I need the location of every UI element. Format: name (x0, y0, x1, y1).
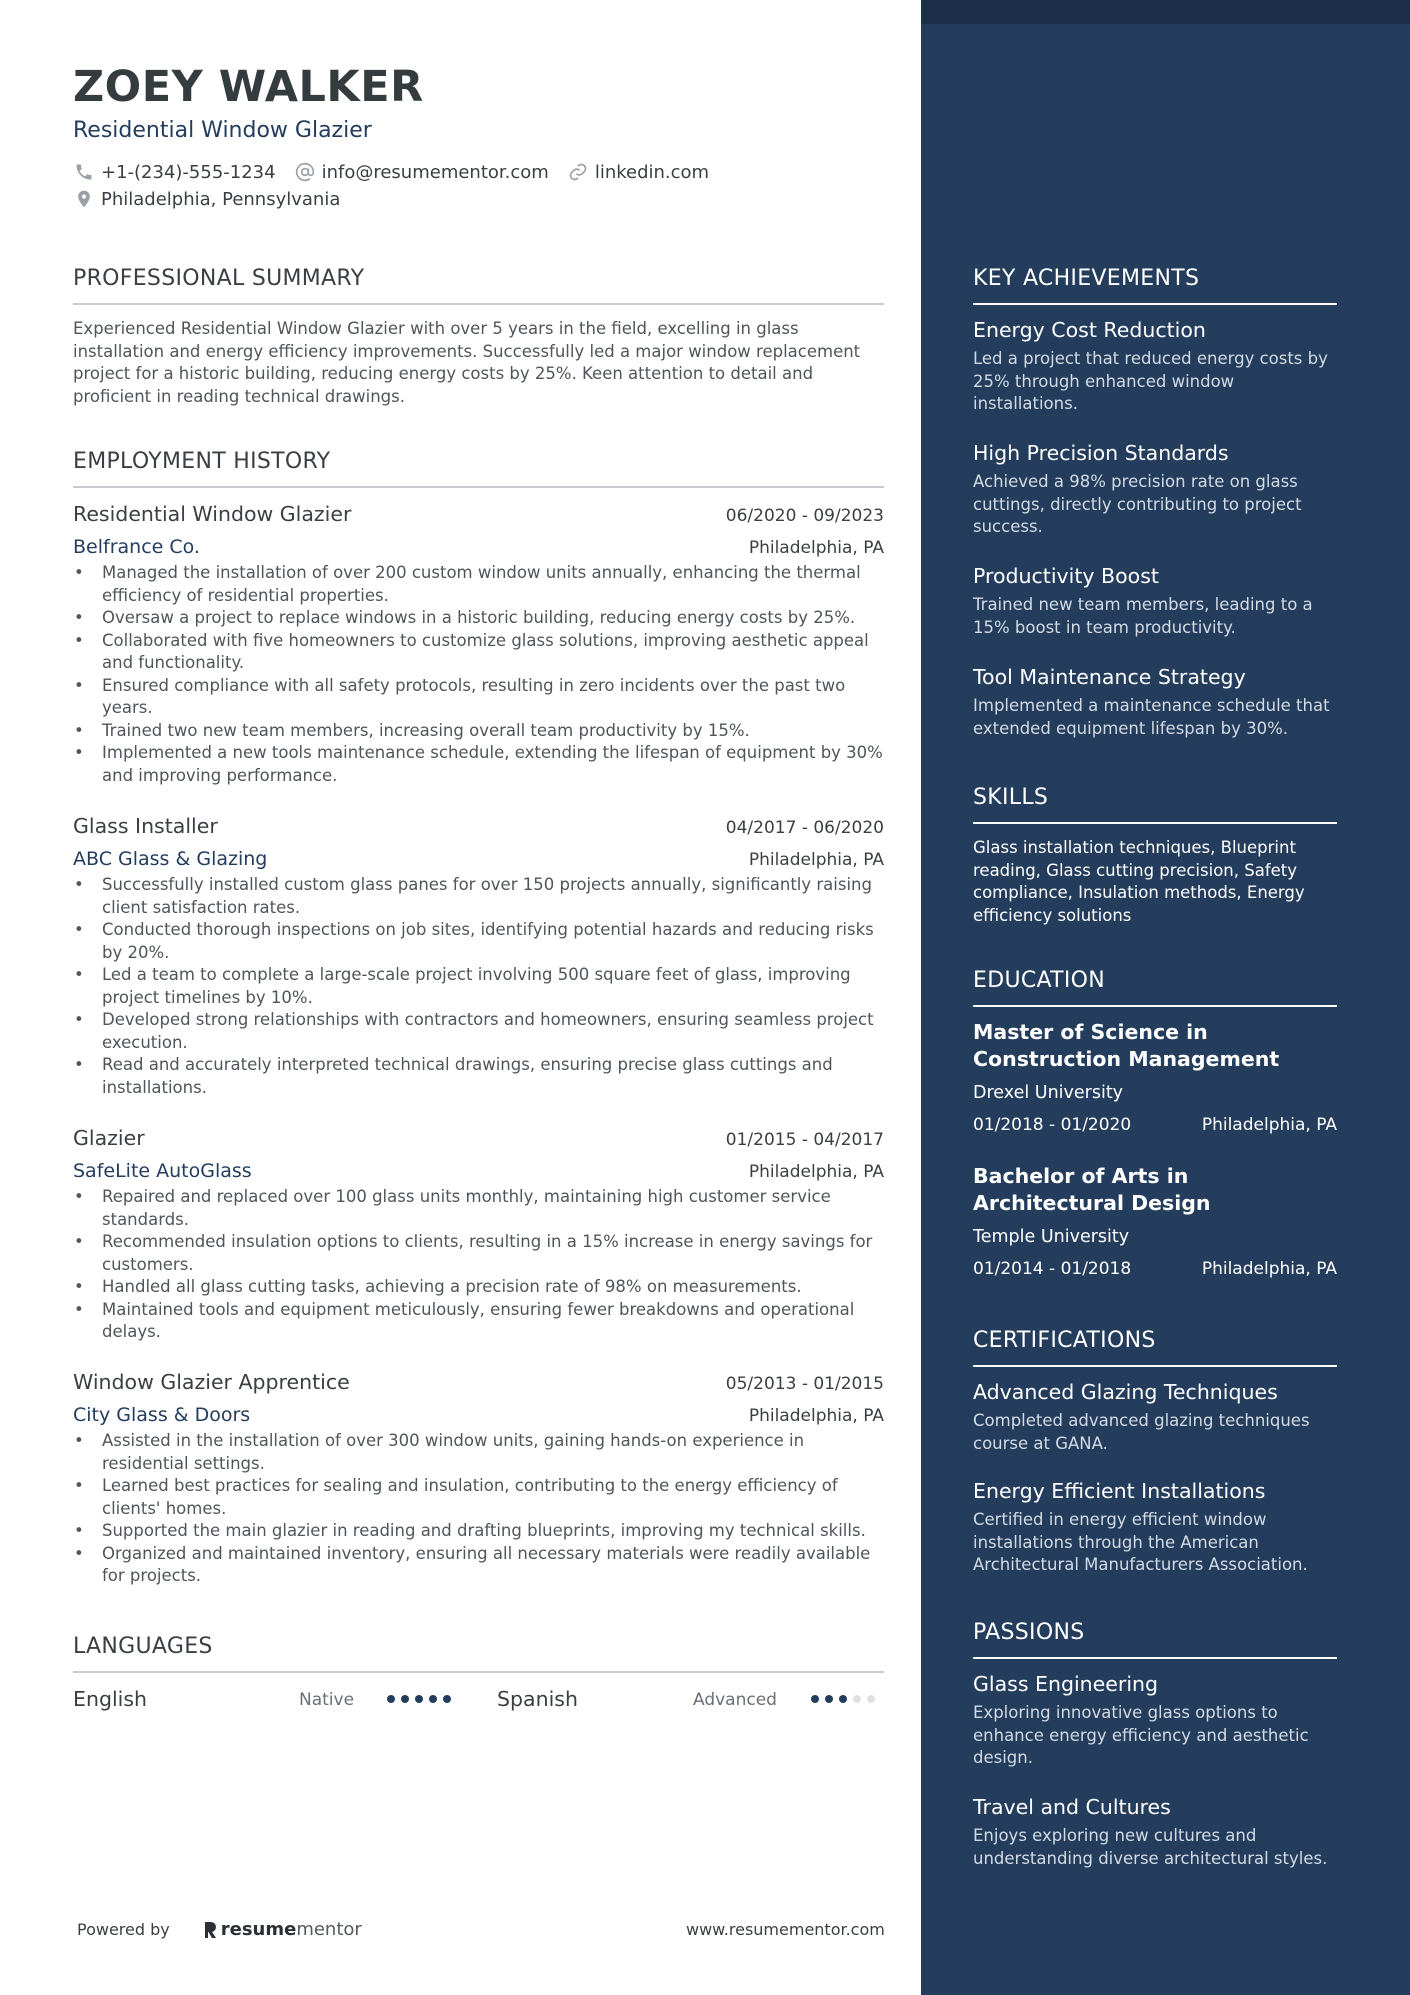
certification-item (973, 1380, 1337, 1455)
job-bullet: • Recommended insulation options to clients, resulting in a 15% increase in energy savings for customers. (73, 1231, 884, 1276)
job-bullet: • Developed strong relationships with contractors and homeowners, ensuring seamless project execution. (73, 1009, 884, 1054)
achievement-title: Productivity Boost (973, 564, 1159, 588)
sidebar (921, 0, 1410, 1995)
certification-text: Completed advanced glazing techniques course at GANA. (973, 1411, 1310, 1453)
achievement-title: Tool Maintenance Strategy (973, 665, 1246, 689)
candidate-name: ZOEY WALKER (73, 62, 424, 112)
rating-dot-filled (387, 1695, 395, 1703)
education-location: Philadelphia, PA (1201, 1259, 1337, 1279)
footer-website[interactable]: www.resumementor.com (686, 1920, 885, 1939)
job-bullet: • Successfully installed custom glass panes for over 150 projects annually, significantly raising client satisfaction rates. (73, 874, 884, 919)
job-bullet: • Organized and maintained inventory, ensuring all necessary materials were readily available for projects. (73, 1543, 884, 1588)
link-icon (567, 161, 589, 183)
summary-text: Experienced Residential Window Glazier with over 5 years in the field, excelling in glass installation and energy efficiency improvements. Successfully led a major window replacement project for a historic building, reducing energy costs by 25%. Keen attention to detail and proficient in reading technical drawings. (73, 319, 861, 406)
certification-item (973, 1479, 1337, 1577)
candidate-title: Residential Window Glazier (73, 118, 372, 143)
job-company: ABC Glass & Glazing (73, 848, 268, 870)
job-role: Window Glazier Apprentice (73, 1370, 350, 1394)
at-sign-icon (294, 161, 316, 183)
passion-item (973, 1672, 1337, 1770)
languages-row (73, 1687, 884, 1717)
sidebar-top-band (921, 0, 1410, 24)
job-entry (73, 502, 884, 787)
certification-text: Certified in energy efficient window installations through the American Architectural Manufacturers Association. (973, 1510, 1308, 1574)
contact-location (73, 188, 340, 210)
education-degree: Master of Science in Construction Management (973, 1020, 1280, 1071)
job-location: Philadelphia, PA (748, 538, 884, 558)
achievement-title: High Precision Standards (973, 441, 1229, 465)
job-bullet: • Maintained tools and equipment meticulously, ensuring fewer breakdowns and operational delays. (73, 1299, 884, 1344)
rating-dot-filled (415, 1695, 423, 1703)
powered-by-text: Powered by (77, 1920, 170, 1939)
job-bullet: • Trained two new team members, increasing overall team productivity by 15%. (73, 720, 884, 743)
language-name: English (73, 1687, 148, 1711)
job-bullets (73, 1430, 884, 1588)
language-item (497, 1687, 578, 1711)
achievement-item (973, 441, 1337, 539)
job-bullet: • Led a team to complete a large-scale project involving 500 square feet of glass, improving project timelines by 10%. (73, 964, 884, 1009)
job-bullet: • Assisted in the installation of over 300 window units, gaining hands-on experience in residential settings. (73, 1430, 884, 1475)
passion-item (973, 1795, 1337, 1870)
achievement-item (973, 665, 1337, 740)
job-bullet: • Collaborated with five homeowners to customize glass solutions, improving aesthetic appeal and functionality. (73, 630, 884, 675)
education-degree: Bachelor of Arts in Architectural Design (973, 1164, 1211, 1215)
job-company: City Glass & Doors (73, 1404, 251, 1426)
job-dates: 01/2015 - 04/2017 (725, 1130, 884, 1150)
language-level: Advanced (693, 1690, 777, 1710)
job-dates: 06/2020 - 09/2023 (725, 506, 884, 526)
contact-row (73, 161, 727, 183)
contact-phone (73, 161, 276, 183)
achievement-text: Led a project that reduced energy costs by 25% through enhanced window installations. (973, 349, 1328, 413)
skills-text: Glass installation techniques, Blueprint reading, Glass cutting precision, Safety compliance, Insulation methods, Energy efficiency solutions (973, 838, 1305, 925)
language-rating (811, 1695, 881, 1703)
brand-light: mentor (296, 1919, 362, 1940)
education-school: Drexel University (973, 1083, 1124, 1103)
job-bullet: • Conducted thorough inspections on job sites, identifying potential hazards and reducing risks by 20%. (73, 919, 884, 964)
rating-dot-filled (401, 1695, 409, 1703)
job-bullet: • Repaired and replaced over 100 glass units monthly, maintaining high customer service standards. (73, 1186, 884, 1231)
job-location: Philadelphia, PA (748, 1162, 884, 1182)
job-location: Philadelphia, PA (748, 850, 884, 870)
education-dates: 01/2018 - 01/2020 (973, 1115, 1132, 1135)
contact-row-2 (73, 188, 358, 210)
summary-heading: PROFESSIONAL SUMMARY (73, 266, 884, 305)
brand-mark-icon (202, 1920, 218, 1940)
skills-heading: SKILLS (973, 785, 1337, 824)
achievement-item (973, 564, 1337, 639)
job-company: Belfrance Co. (73, 536, 200, 558)
education-school: Temple University (973, 1227, 1130, 1247)
rating-dot-filled (825, 1695, 833, 1703)
education-location: Philadelphia, PA (1201, 1115, 1337, 1135)
brand-logo[interactable] (202, 1919, 362, 1940)
achievement-text: Achieved a 98% precision rate on glass cuttings, directly contributing to project success. (973, 472, 1302, 536)
rating-dot-empty (867, 1695, 875, 1703)
job-dates: 05/2013 - 01/2015 (725, 1374, 884, 1394)
passions-heading: PASSIONS (973, 1620, 1337, 1659)
education-heading: EDUCATION (973, 968, 1337, 1007)
email-link[interactable]: info@resumementor.com (321, 161, 549, 183)
job-entry (73, 1370, 884, 1588)
rating-dot-filled (839, 1695, 847, 1703)
rating-dot-filled (811, 1695, 819, 1703)
job-role: Glass Installer (73, 814, 218, 838)
job-dates: 04/2017 - 06/2020 (725, 818, 884, 838)
job-bullets (73, 562, 884, 787)
linkedin-link[interactable]: linkedin.com (594, 161, 710, 183)
job-entry (73, 1126, 884, 1344)
job-bullet: • Implemented a new tools maintenance schedule, extending the lifespan of equipment by 30% and improving performance. (73, 742, 884, 787)
achievements-heading: KEY ACHIEVEMENTS (973, 266, 1337, 305)
job-bullet: • Oversaw a project to replace windows in a historic building, reducing energy costs by 25%. (73, 607, 884, 630)
footer-powered (77, 1919, 362, 1940)
rating-dot-filled (443, 1695, 451, 1703)
job-role: Residential Window Glazier (73, 502, 352, 526)
contact-email[interactable] (294, 161, 549, 183)
achievement-text: Trained new team members, leading to a 15% boost in team productivity. (973, 595, 1313, 637)
job-bullet: • Read and accurately interpreted technical drawings, ensuring precise glass cuttings and installations. (73, 1054, 884, 1099)
passion-title: Travel and Cultures (973, 1795, 1171, 1819)
employment-heading: EMPLOYMENT HISTORY (73, 449, 884, 488)
job-bullet: • Learned best practices for sealing and insulation, contributing to the energy efficiency of clients' homes. (73, 1475, 884, 1520)
job-location: Philadelphia, PA (748, 1406, 884, 1426)
language-level: Native (299, 1690, 355, 1710)
certification-title: Energy Efficient Installations (973, 1479, 1266, 1503)
job-company: SafeLite AutoGlass (73, 1160, 252, 1182)
achievement-item (973, 318, 1337, 416)
language-rating (387, 1695, 457, 1703)
phone-text: +1-(234)-555-1234 (101, 161, 276, 183)
language-item (73, 1687, 147, 1711)
job-bullet: • Handled all glass cutting tasks, achieving a precision rate of 98% on measurements. (73, 1276, 884, 1299)
passion-text: Enjoys exploring new cultures and understanding diverse architectural styles. (973, 1826, 1328, 1868)
passion-title: Glass Engineering (973, 1672, 1159, 1696)
achievement-text: Implemented a maintenance schedule that extended equipment lifespan by 30%. (973, 696, 1330, 738)
brand-bold: resume (220, 1919, 297, 1940)
location-pin-icon (73, 188, 95, 210)
certifications-heading: CERTIFICATIONS (973, 1328, 1337, 1367)
achievement-title: Energy Cost Reduction (973, 318, 1206, 342)
job-bullet: • Managed the installation of over 200 custom window units annually, enhancing the thermal efficiency of residential properties. (73, 562, 884, 607)
education-item (973, 1019, 1337, 1135)
languages-heading: LANGUAGES (73, 1634, 884, 1673)
job-bullet: • Supported the main glazier in reading and drafting blueprints, improving my technical skills. (73, 1520, 884, 1543)
education-item (973, 1163, 1337, 1279)
passion-text: Exploring innovative glass options to enhance energy efficiency and aesthetic design. (973, 1703, 1309, 1767)
contact-linkedin[interactable] (567, 161, 709, 183)
job-bullets (73, 874, 884, 1099)
phone-icon (73, 161, 95, 183)
rating-dot-empty (853, 1695, 861, 1703)
job-bullets (73, 1186, 884, 1344)
job-entry (73, 814, 884, 1099)
location-text: Philadelphia, Pennsylvania (101, 188, 341, 210)
certification-title: Advanced Glazing Techniques (973, 1380, 1278, 1404)
job-role: Glazier (73, 1126, 145, 1150)
job-bullet: • Ensured compliance with all safety protocols, resulting in zero incidents over the past two years. (73, 675, 884, 720)
education-dates: 01/2014 - 01/2018 (973, 1259, 1132, 1279)
language-name: Spanish (497, 1687, 578, 1711)
rating-dot-filled (429, 1695, 437, 1703)
